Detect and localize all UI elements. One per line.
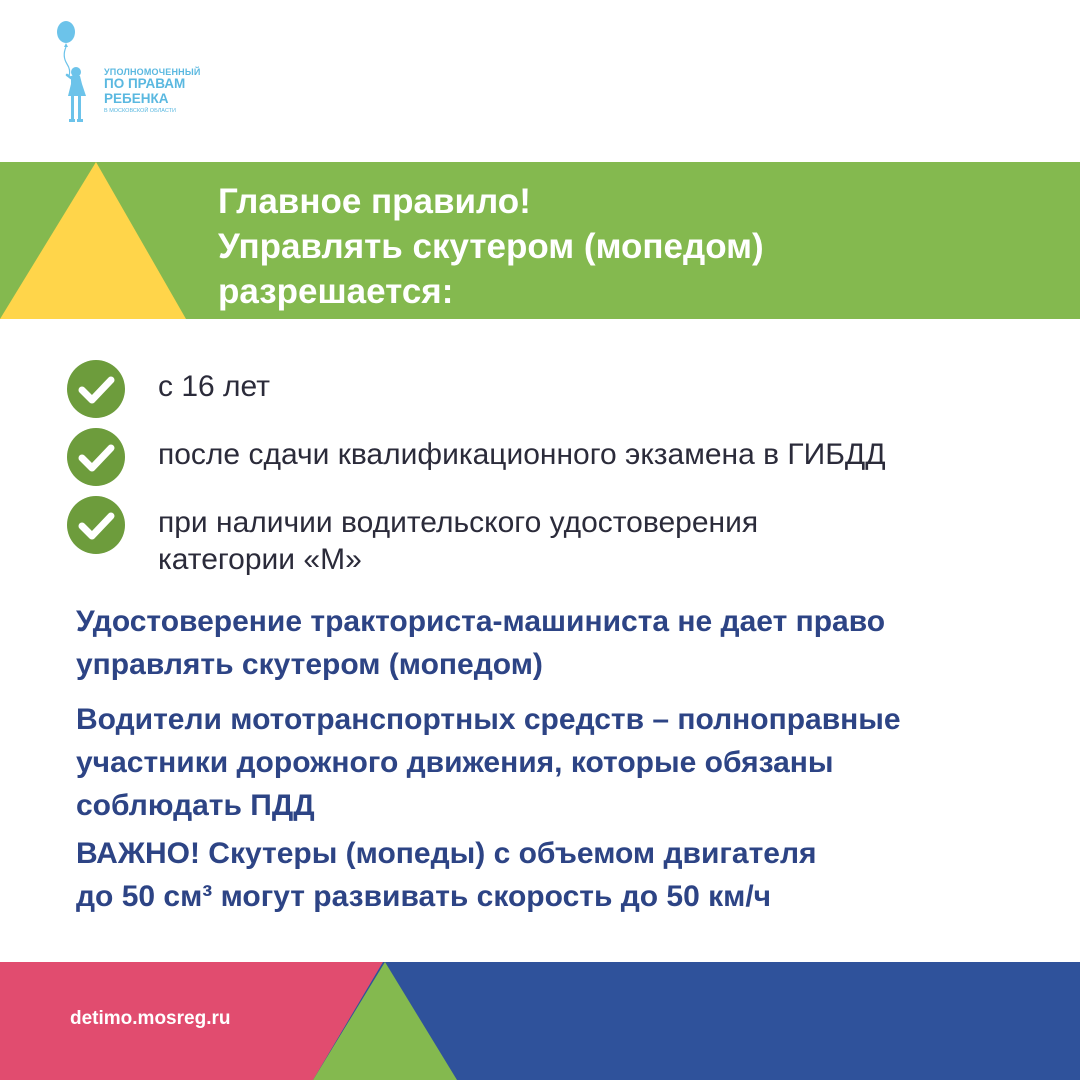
girl-with-balloon-icon [52, 18, 96, 130]
logo [52, 18, 212, 130]
note-line: управлять скутером (мопедом) [76, 648, 543, 681]
logo-text [104, 68, 201, 115]
note-line: участники дорожного движения, которые обязаны [76, 746, 834, 779]
check-text-line: после сдачи квалификационного экзамена в ГИБДД [158, 438, 886, 471]
logo-line-4: В МОСКОВСКОЙ ОБЛАСТИ [104, 107, 176, 114]
check-text-line: с 16 лет [158, 370, 270, 403]
note-tractor-license [76, 600, 885, 686]
check-circle-icon [66, 427, 126, 487]
logo-line-3: РЕБЕНКА [104, 90, 169, 106]
check-text-line: при наличии водительского удостоверения [158, 506, 759, 539]
check-circle-icon [66, 495, 126, 555]
note-line: Водители мототранспортных средств – полноправные [76, 703, 901, 736]
page-title [218, 179, 764, 314]
note-important [76, 832, 817, 918]
title-line-1: Главное правило! [218, 182, 531, 221]
check-text [158, 436, 886, 473]
check-text-line: категории «М» [158, 543, 362, 576]
logo-line-1: УПОЛНОМОЧЕННЫЙ [104, 67, 201, 77]
check-text [158, 368, 270, 405]
yellow-triangle-decoration [0, 162, 200, 319]
note-line: ВАЖНО! Скутеры (мопеды) с объемом двигателя [76, 837, 817, 870]
title-line-3: разрешается: [218, 272, 454, 311]
title-line-2: Управлять скутером (мопедом) [218, 227, 764, 266]
check-text [158, 504, 758, 578]
footer [0, 962, 1080, 1080]
note-line: соблюдать ПДД [76, 789, 315, 822]
header-banner [0, 162, 1080, 319]
check-circle-icon [66, 359, 126, 419]
logo-line-2: ПО ПРАВАМ [104, 76, 186, 92]
note-drivers [76, 698, 901, 827]
note-line: до 50 см³ могут развивать скорость до 50 км/ч [76, 880, 772, 913]
note-line: Удостоверение тракториста-машиниста не дает право [76, 605, 886, 638]
website-link[interactable]: detimo.mosreg.ru [70, 1008, 231, 1029]
